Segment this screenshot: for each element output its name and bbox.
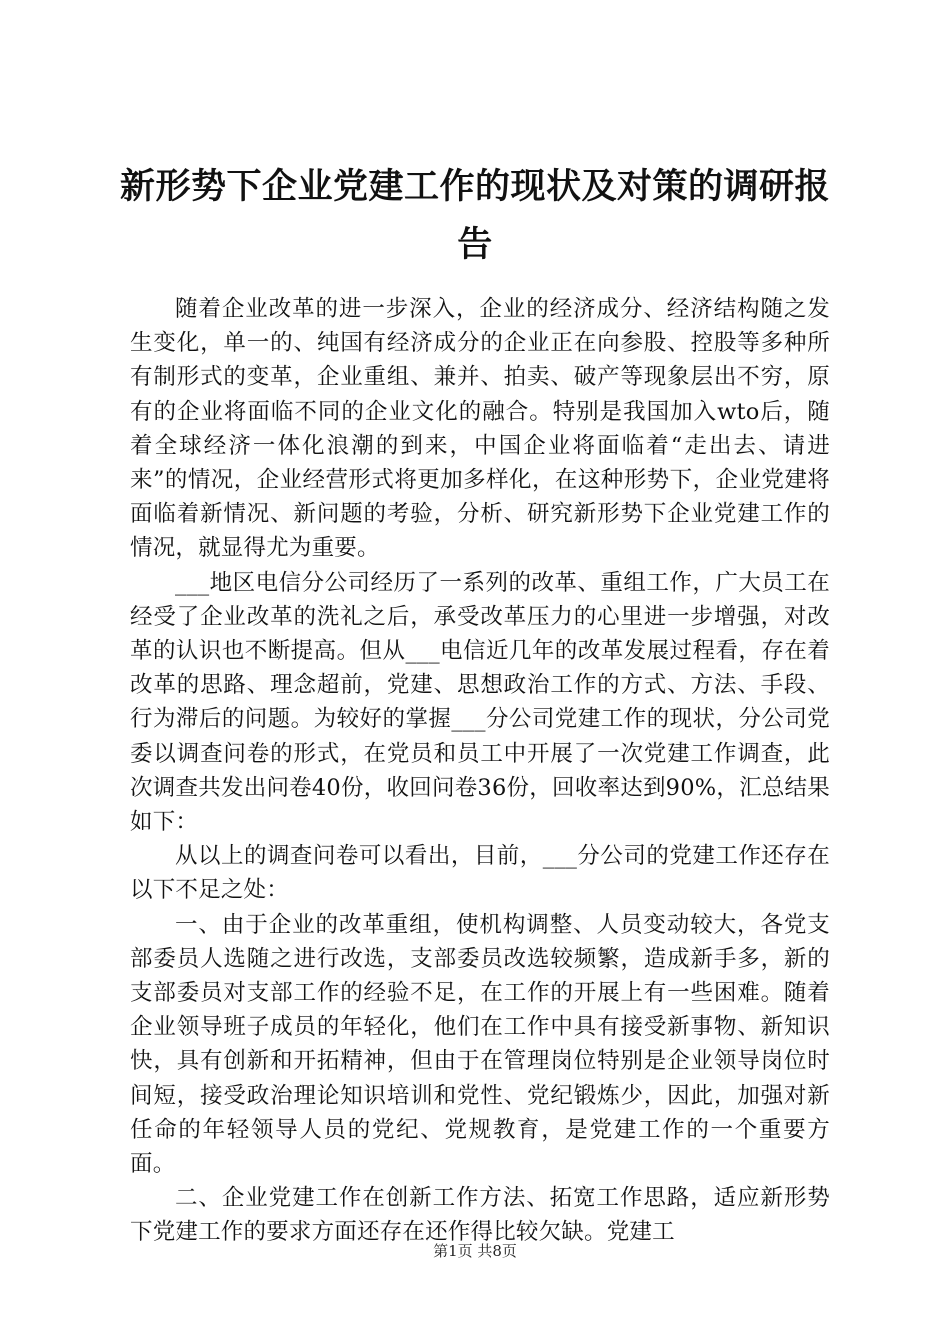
paragraph-point-one: 一、由于企业的改革重组，使机构调整、人员变动较大，各党支部委员人选随之进行改选，支部委员改选较频繁，造成新手多，新的支部委员对支部工作的经验不足，在工作的开展上有一些困难。随着企业领导班子成员的年轻化，他们在工作中具有接受新事物、新知识快，具有创新和开拓精神，但由于在管理岗位特别是企业领导岗位时间短，接受政治理论知识培训和党性、党纪锻炼少，因此，加强对新任命的年轻领导人员的党纪、党规教育，是党建工作的一个重要方面。 <box>130 911 830 1178</box>
paragraph-background: ___地区电信分公司经历了一系列的改革、重组工作，广大员工在经受了企业改革的洗礼之后，承受改革压力的心里进一步增强，对改革的认识也不断提高。但从___电信近几年的改革发展过程看，存在着改革的思路、理念超前，党建、思想政治工作的方式、方法、手段、行为滞后的问题。为较好的掌握___分公司党建工作的现状，分公司党委以调查问卷的形式，在党员和员工中开展了一次党建工作调查，此次调查共发出问卷40份，收回问卷36份，回收率达到90%，汇总结果如下： <box>130 569 830 836</box>
paragraph-summary: 从以上的调查问卷可以看出，目前，___分公司的党建工作还存在以下不足之处： <box>130 843 830 904</box>
page-footer: 第1页 共8页 <box>433 1242 517 1260</box>
document-title: 新形势下企业党建工作的现状及对策的调研报告 <box>120 166 831 265</box>
paragraph-point-two: 二、企业党建工作在创新工作方法、拓宽工作思路，适应新形势下党建工作的要求方面还存在还作得比较欠缺。党建工 <box>130 1185 830 1246</box>
document-body <box>130 292 830 1250</box>
paragraph-intro: 随着企业改革的进一步深入，企业的经济成分、经济结构随之发生变化，单一的、纯国有经济成分的企业正在向参股、控股等多种所有制形式的变革，企业重组、兼并、拍卖、破产等现象层出不穷，原有的企业将面临不同的企业文化的融合。特别是我国加入wto后，随着全球经济一体化浪潮的到来，中国企业将面临着“走出去、请进来”的情况，企业经营形式将更加多样化，在这种形势下，企业党建将面临着新情况、新问题的考验，分析、研究新形势下企业党建工作的情况，就显得尤为重要。 <box>130 296 830 562</box>
